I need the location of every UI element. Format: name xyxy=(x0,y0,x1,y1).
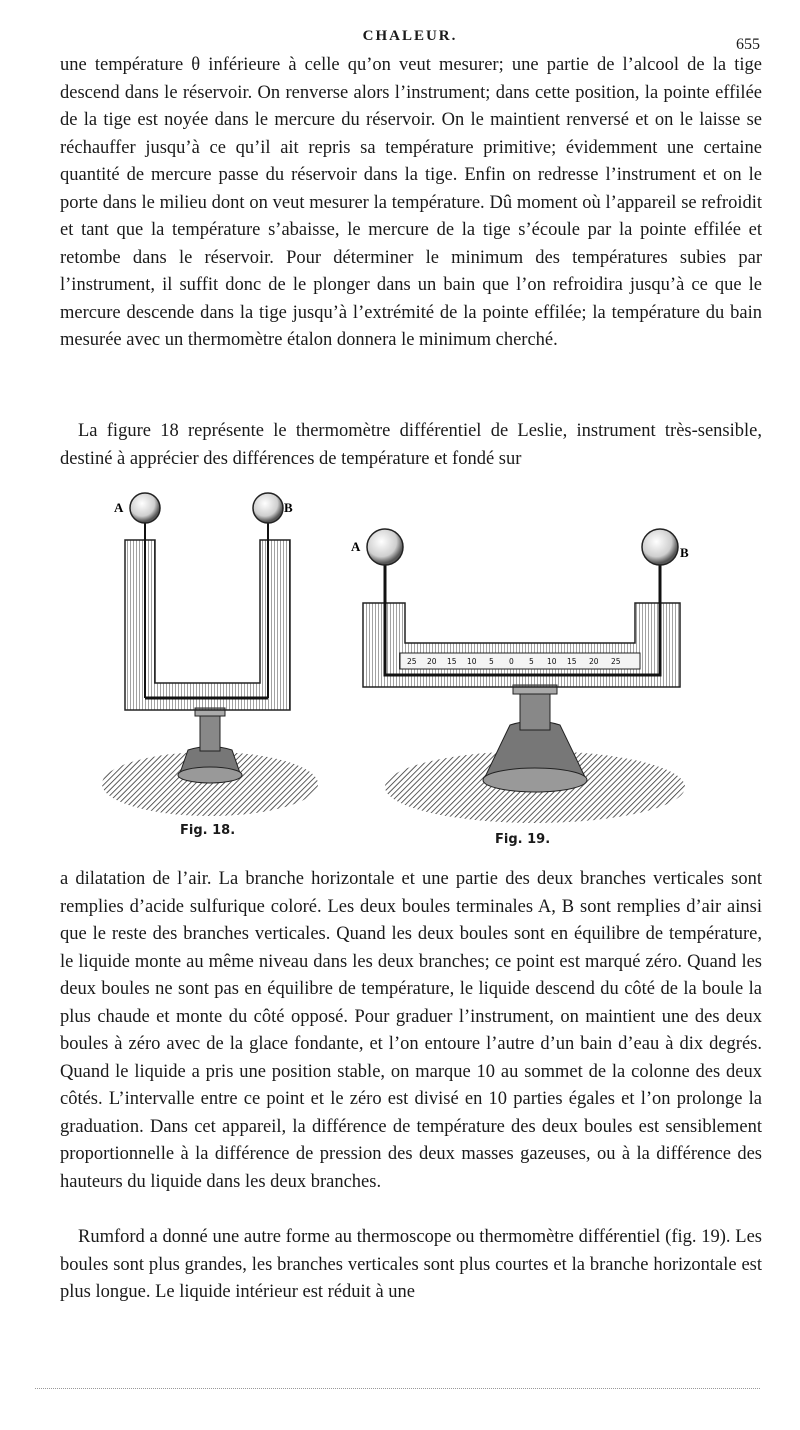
ball-label-b: B xyxy=(284,500,293,515)
paragraph-2: La figure 18 représente le thermomètre différentiel de Leslie, instrument très-sensible, destiné à apprécier des différences de température et fondé sur xyxy=(60,421,762,469)
scale-tick: 20 xyxy=(589,657,599,666)
scale-tick: 25 xyxy=(407,657,417,666)
ball-label-a: A xyxy=(114,500,124,515)
scale-tick: 15 xyxy=(567,657,577,666)
figure-18-illustration xyxy=(100,488,325,838)
scale-tick: 10 xyxy=(467,657,477,666)
paragraph-3: a dilatation de l’air. La branche horizontale et une partie des deux branches verticales sont remplies d’acide sulfurique coloré. Les deux boules terminales A, B sont remplies d’air ainsi que le reste des branches verticales. Quand les deux boules sont en équilibre de température, le liquide monte au même niveau dans les deux branches; ce point est marqué zéro. Quand les deux boules ne sont pas en équilibre de température, le liquide descend du côté de la boule la plus chaude et monte du côté opposé. Pour graduer l’instrument, on maintient une des deux boules à zéro avec de la glace fondante, et l’on entoure l’autre d’un bain d’eau à dix degrés. Quand le liquide a pris une position stable, on marque 10 au sommet de la colonne des deux côtés. L’intervalle entre ce point et le zéro est divisé en 10 parties égales et l’on prolonge la graduation. Dans cet appareil, la différence de température des deux boules est sensiblement proportionnelle à la différence de pression des deux masses gazeuses, ou à la différence des hauteurs du liquide dans les deux branches. xyxy=(60,869,762,1192)
paragraph-4: Rumford a donné une autre forme au thermoscope ou thermomètre différentiel (fig. 19). Les boules sont plus grandes, les branches verticales sont plus courtes et la branche horizontale est plus longue. Le liquide intérieur est réduit à une xyxy=(60,1227,762,1302)
paragraph-1: une température θ inférieure à celle qu’on veut mesurer; une partie de l’alcool de la tige descend dans le réservoir. On renverse alors l’instrument; dans cette position, la pointe effilée de la tige est noyée dans le mercure du réservoir. On le maintient renversé et on le laisse se réchauffer jusqu’à ce qu’il ait repris sa température primitive; évidemment une certaine quantité de mercure passe du réservoir dans la tige. Enfin on redresse l’instrument et on le porte dans le milieu dont on veut mesurer la température. Dû moment où l’appareil se refroidit et tant que la température s’abaisse, le mercure de la tige s’écoule par la pointe effilée et retombe dans le réservoir. Pour déterminer le minimum des températures subies par l’instrument, il suffit donc de le plonger dans un bain que l’on refroidira jusqu’à ce que le mercure descende dans la tige jusqu’à l’extrémité de la pointe effilée; la température du bain mesurée avec un thermomètre étalon donnera le minimum cherché. xyxy=(60,55,762,350)
figure-19-caption: Fig. 19. xyxy=(495,832,551,847)
scale-tick: 25 xyxy=(611,657,621,666)
scale-tick: 15 xyxy=(447,657,457,666)
scale-tick: 10 xyxy=(547,657,557,666)
ball-label-b: B xyxy=(680,545,689,560)
page-header xyxy=(60,28,760,52)
page-number: 655 xyxy=(736,36,760,53)
figure-19-illustration xyxy=(345,525,725,850)
scale-tick: 5 xyxy=(489,657,494,666)
figure-18-caption: Fig. 18. xyxy=(180,823,236,838)
running-title: CHALEUR. xyxy=(362,28,458,44)
page-bottom-rule xyxy=(35,1388,760,1393)
scale-tick: 20 xyxy=(427,657,437,666)
ball-label-a: A xyxy=(351,539,361,554)
rumford-thermoscope-drawing xyxy=(345,525,725,850)
leslie-thermometer-drawing xyxy=(100,488,325,838)
scale-tick: 5 xyxy=(529,657,534,666)
scale-tick: 0 xyxy=(509,657,514,666)
